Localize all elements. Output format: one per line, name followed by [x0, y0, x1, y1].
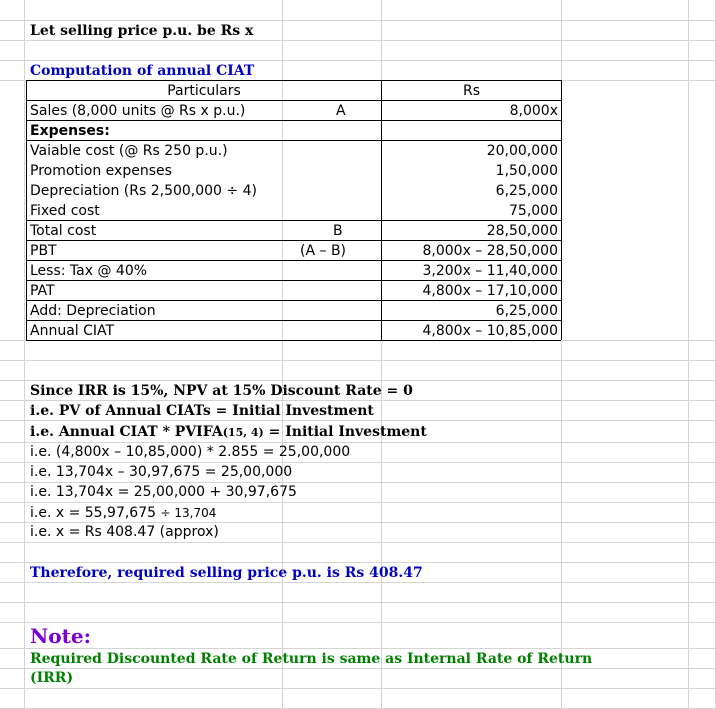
row-label: Annual CIAT [30, 323, 115, 339]
note-title: Note: [30, 624, 91, 648]
row-label: PBT [30, 243, 57, 259]
row-value: 4,800x – 10,85,000 [422, 323, 558, 339]
row-value: 4,800x – 17,10,000 [422, 283, 558, 299]
calc-line-irr: Since IRR is 15%, NPV at 15% Discount Rate = 0 [30, 383, 413, 399]
row-label: Less: Tax @ 40% [30, 263, 148, 279]
row-value: 8,000x [509, 103, 558, 119]
calc-line-4: i.e. (4,800x – 10,85,000) * 2.855 = 25,00,000 [30, 444, 351, 460]
row-value: 28,50,000 [486, 223, 558, 239]
calc-line-6: i.e. 13,704x = 25,00,000 + 30,97,675 [30, 484, 297, 500]
row-tag: B [333, 223, 343, 239]
row-label: Fixed cost [30, 203, 100, 219]
row-value: 6,25,000 [495, 183, 558, 199]
row-value: 6,25,000 [495, 303, 558, 319]
row-label: Total cost [30, 223, 97, 239]
row-tag: (A – B) [300, 243, 347, 259]
row-value: 20,00,000 [486, 143, 558, 159]
intro-line: Let selling price p.u. be Rs x [30, 23, 254, 39]
section-title: Computation of annual CIAT [30, 63, 255, 79]
row-label: Expenses: [30, 123, 110, 139]
row-label: Add: Depreciation [30, 303, 156, 319]
calc-line-pvifa: i.e. Annual CIAT * PVIFA(15, 4) = Initial Investment [30, 424, 427, 440]
row-tag: A [336, 103, 346, 119]
row-label: Depreciation (Rs 2,500,000 ÷ 4) [30, 183, 257, 199]
column-header-rs: Rs [462, 83, 481, 99]
note-line-2: (IRR) [30, 670, 74, 686]
calc-line-8: i.e. x = Rs 408.47 (approx) [30, 524, 219, 540]
column-header-particulars: Particulars [167, 83, 241, 99]
row-label: Promotion expenses [30, 163, 172, 179]
row-value: 75,000 [509, 203, 558, 219]
conclusion-text: Therefore, required selling price p.u. is Rs 408.47 [30, 565, 423, 581]
calc-line-5: i.e. 13,704x – 30,97,675 = 25,00,000 [30, 464, 293, 480]
row-label: Sales (8,000 units @ Rs x p.u.) [30, 103, 246, 119]
row-label: Vaiable cost (@ Rs 250 p.u.) [30, 143, 228, 159]
row-value: 3,200x – 11,40,000 [422, 263, 558, 279]
calc-line-7: i.e. x = 55,97,675 ÷ 13,704 [30, 505, 217, 521]
calc-line-pv: i.e. PV of Annual CIATs = Initial Investment [30, 403, 374, 419]
row-label: PAT [30, 283, 55, 299]
note-line-1: Required Discounted Rate of Return is same as Internal Rate of Return [30, 651, 593, 667]
row-value: 8,000x – 28,50,000 [422, 243, 558, 259]
row-value: 1,50,000 [495, 163, 558, 179]
